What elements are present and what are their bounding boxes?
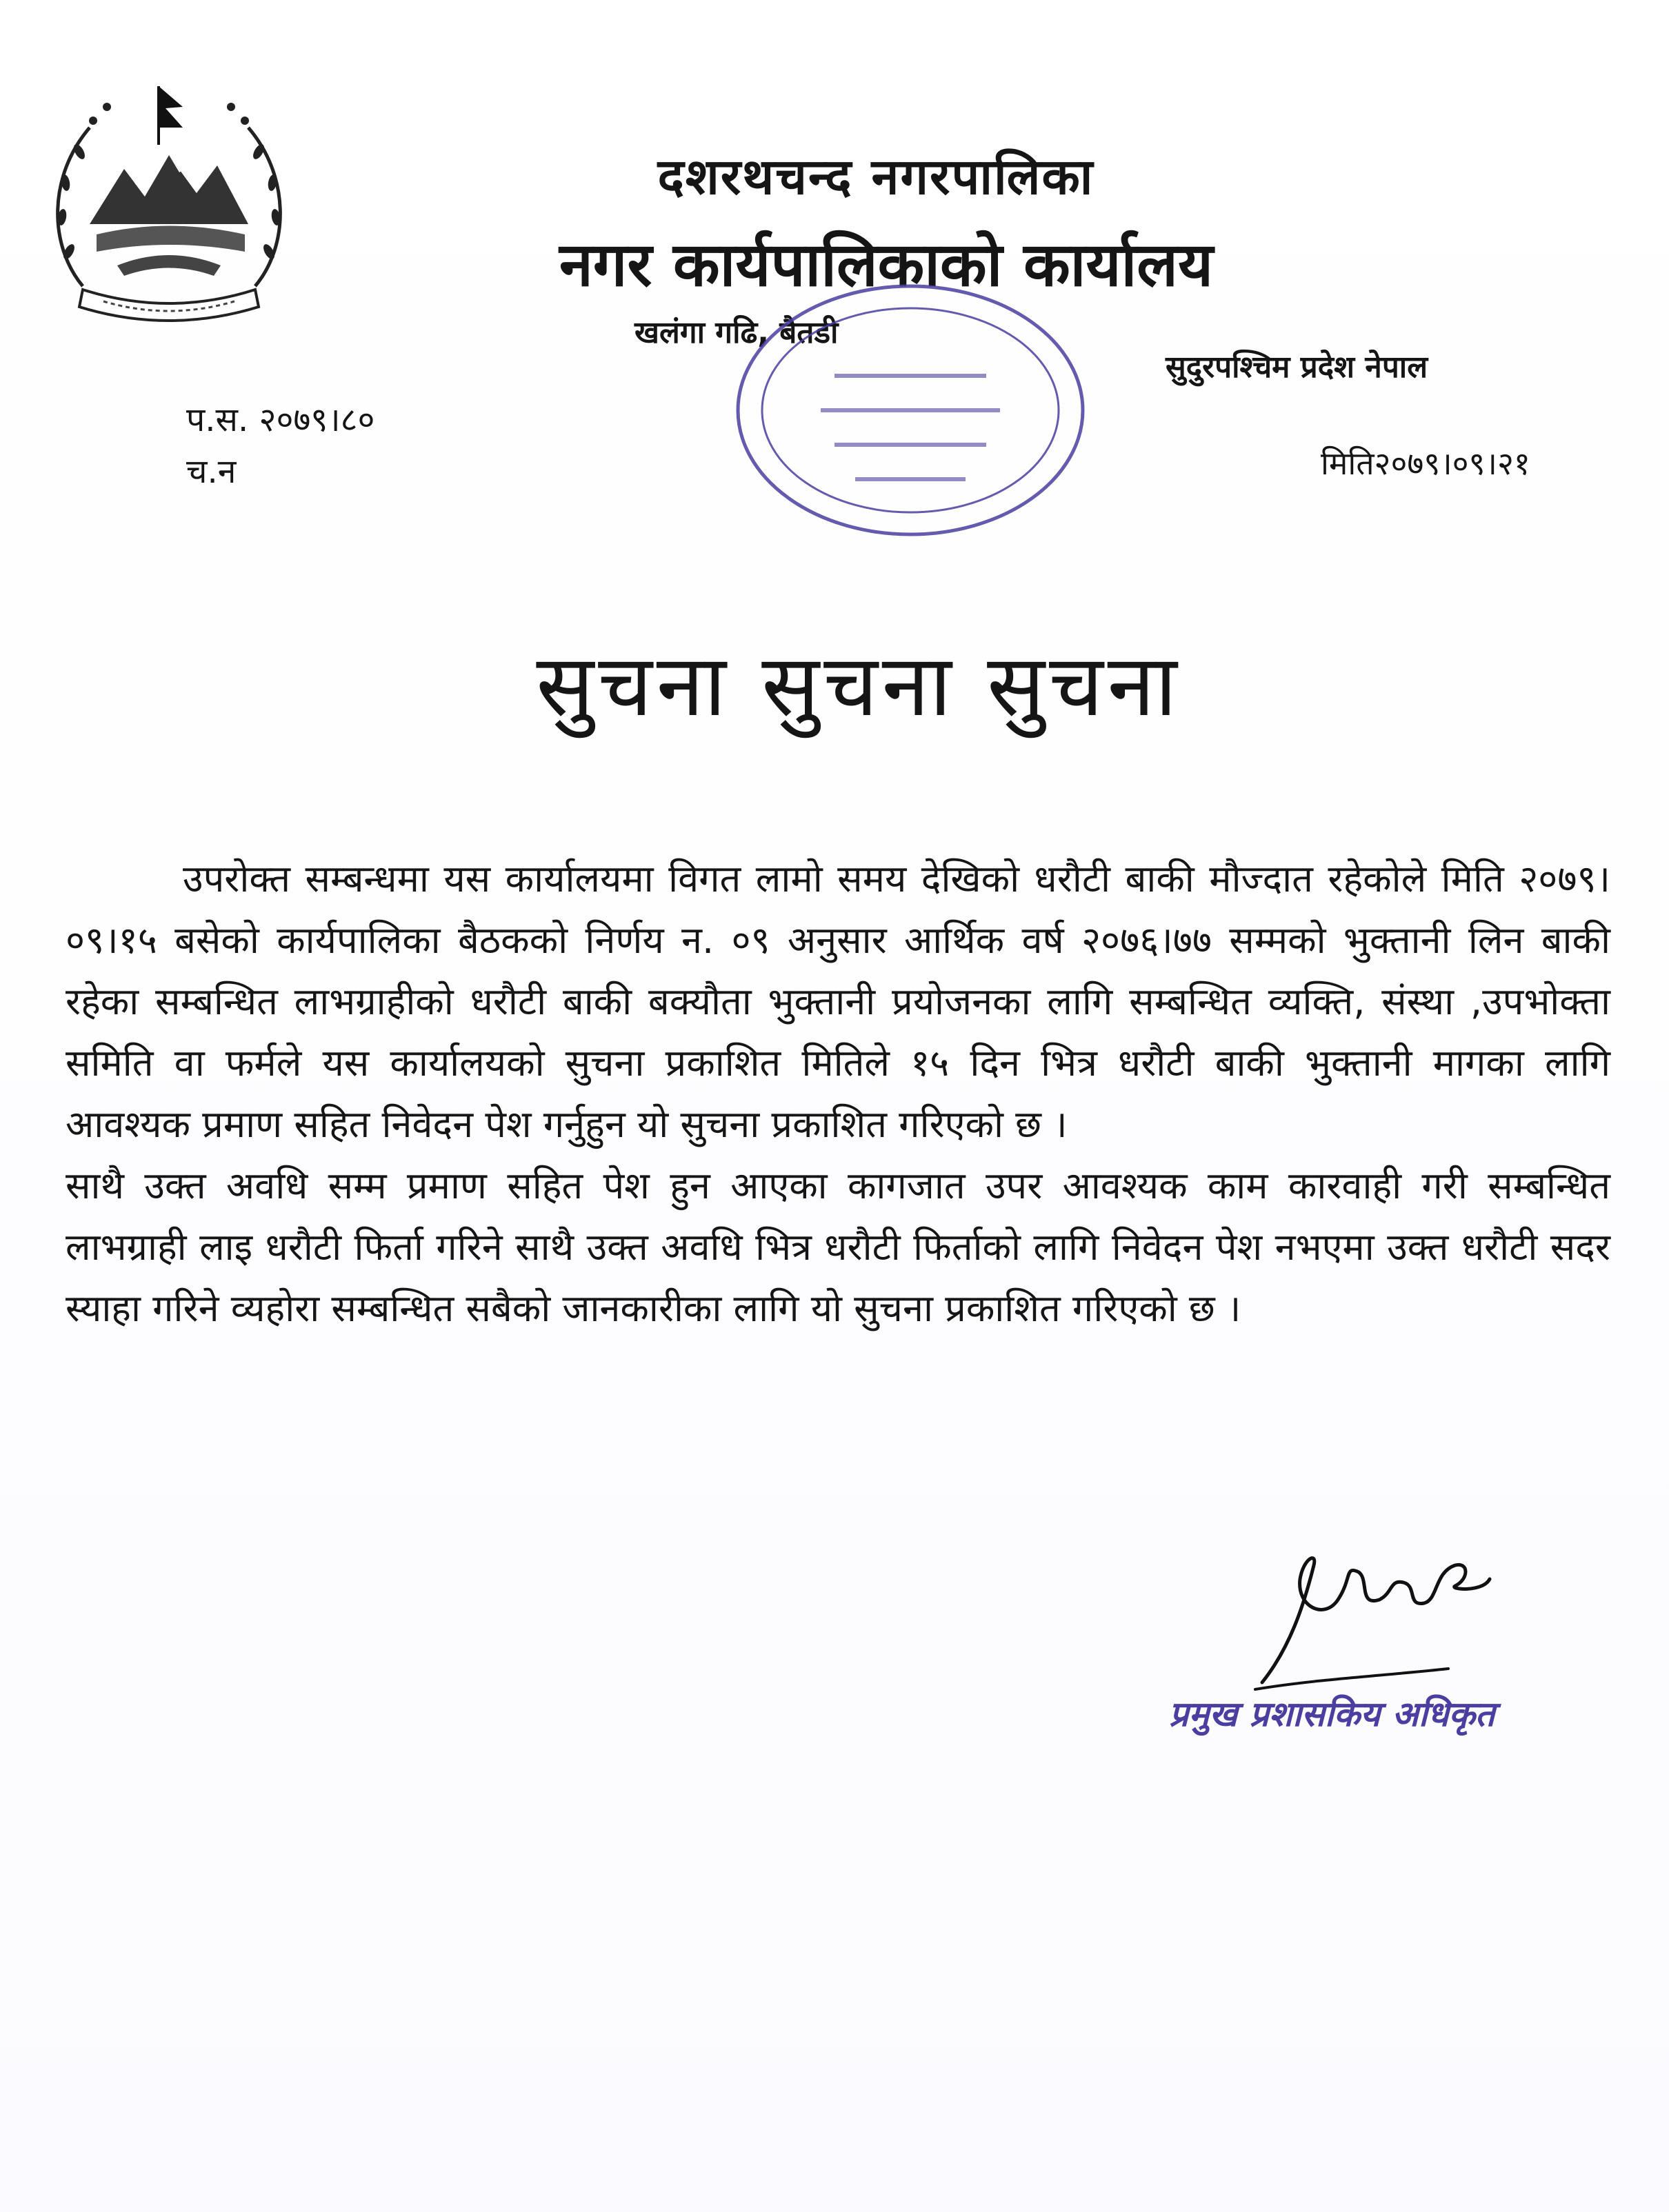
notice-body bbox=[66, 848, 1610, 1339]
reference-number: प.स. २०७९।८० bbox=[186, 401, 375, 439]
letter-date: मिति२०७९।०९।२१ bbox=[1321, 445, 1530, 482]
notice-heading: सुचना सुचना सुचना bbox=[536, 636, 1181, 736]
office-address: खलंगा गढि, बैतडी bbox=[634, 315, 839, 350]
office-name: नगर कार्यपालिकाको कार्यालय bbox=[559, 229, 1213, 300]
notice-paragraph: साथै उक्त अवधि सम्म प्रमाण सहित पेश हुन आएका कागजात उपर आवश्यक काम कारवाही गरी सम्बन्धित लाभग्राही लाइ धरौटी फिर्ता गरिने साथै उक्त अवधि भित्र धरौटी फिर्ताको लागि निवेदन पेश नभएमा उक्त धरौटी सदर स्याहा गरिने व्यहोरा सम्बन्धित सबैको जानकारीका लागि यो सुचना प्रकाशित गरिएको छ । bbox=[66, 1164, 1610, 1330]
dispatch-number: च.न bbox=[186, 452, 237, 491]
handwritten-signature bbox=[1248, 1524, 1510, 1703]
notice-paragraph: उपरोक्त सम्बन्धमा यस कार्यालयमा विगत लामो समय देखिको धरौटी बाकी मौज्दात रहेकोले मिति २०७९।०९।१५ बसेको कार्यपालिका बैठकको निर्णय न. ०९ अनुसार आर्थिक वर्ष २०७६।७७ सम्मको भुक्तानी लिन बाकी रहेका सम्बन्धित लाभग्राहीको धरौटी बाकी बक्यौता भुक्तानी प्रयोजनका लागि सम्बन्धित व्यक्ति, संस्था ,उपभोक्ता समिति वा फर्मले यस कार्यालयको सुचना प्रकाशित मितिले १५ दिन भित्र धरौटी बाकी भुक्तानी मागका लागि आवश्यक प्रमाण सहित निवेदन पेश गर्नुहुन यो सुचना प्रकाशित गरिएको छ । bbox=[66, 857, 1610, 1146]
province-address: सुदुरपश्चिम प्रदेश नेपाल bbox=[1166, 350, 1428, 385]
office-seal-stamp bbox=[717, 272, 1103, 548]
municipality-name: दशरथचन्द नगरपालिका bbox=[657, 148, 1095, 205]
signatory-title: प्रमुख प्रशासकिय अधिकृत bbox=[1169, 1694, 1495, 1734]
